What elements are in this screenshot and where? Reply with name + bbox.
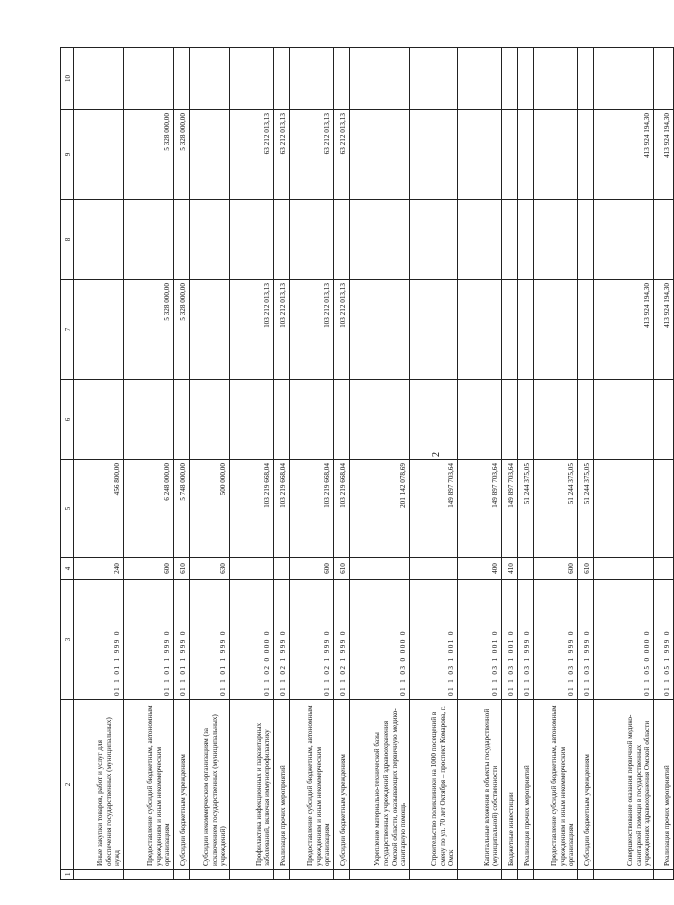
cell-col1: [190, 870, 230, 880]
cell-name: Реализация прочих мероприятий: [274, 700, 290, 870]
table-row: [654, 48, 674, 880]
cell-name: Предоставление субсидий бюджетным, автономным учреждениям и иным некоммерческим организациям: [534, 700, 578, 870]
cell-col1: [334, 870, 350, 880]
cell-col10: [534, 48, 578, 110]
cell-vr: [518, 558, 534, 580]
cell-code: 01 1 01 1 999 0: [174, 580, 190, 700]
cell-code: 01 1 02 1 999 0: [274, 580, 290, 700]
cell-col5: 6 248 000,00: [124, 460, 174, 558]
cell-col5: 456 800,00: [74, 460, 124, 558]
cell-col6: [174, 380, 190, 460]
cell-col1: [502, 870, 518, 880]
cell-col7: [518, 280, 534, 380]
cell-col10: [654, 48, 674, 110]
header-cell-9: 9: [61, 110, 74, 200]
page-number: 2: [431, 452, 442, 457]
cell-col7: 5 328 000,00: [174, 280, 190, 380]
cell-col5: 5 748 000,00: [174, 460, 190, 558]
cell-col5: 51 244 375,05: [578, 460, 594, 558]
cell-col10: [334, 48, 350, 110]
cell-col1: [458, 870, 502, 880]
cell-col9: 63 212 013,13: [274, 110, 290, 200]
cell-col9: [74, 110, 124, 200]
cell-col6: [534, 380, 578, 460]
cell-col5: 103 219 668,04: [274, 460, 290, 558]
header-cell-8: 8: [61, 200, 74, 280]
cell-col10: [502, 48, 518, 110]
cell-vr: 400: [458, 558, 502, 580]
cell-col9: [518, 110, 534, 200]
cell-col8: [502, 200, 518, 280]
cell-name: Капитальные вложения в объекты государственной (муниципальной) собственности: [458, 700, 502, 870]
cell-col8: [290, 200, 334, 280]
cell-col9: 413 924 194,30: [594, 110, 654, 200]
cell-name: Предоставление субсидий бюджетным, автономным учреждениям и иным некоммерческим организациям: [290, 700, 334, 870]
cell-col10: [518, 48, 534, 110]
header-cell-10: 10: [61, 48, 74, 110]
cell-col9: 63 212 013,13: [290, 110, 334, 200]
cell-code: 01 1 03 1 001 0: [458, 580, 502, 700]
cell-col6: [190, 380, 230, 460]
cell-col7: [502, 280, 518, 380]
cell-col6: [410, 380, 458, 460]
table-row: [578, 48, 594, 880]
cell-col6: [594, 380, 654, 460]
cell-col8: [334, 200, 350, 280]
cell-col7: [578, 280, 594, 380]
cell-col1: [518, 870, 534, 880]
table-row: [124, 48, 174, 880]
table-row: [190, 48, 230, 880]
cell-name: Предоставление субсидий бюджетным, автономным учреждениям и иным некоммерческим организациям: [124, 700, 174, 870]
cell-col5: 103 219 668,04: [334, 460, 350, 558]
cell-col1: [534, 870, 578, 880]
cell-col7: 103 212 013,13: [274, 280, 290, 380]
cell-col6: [290, 380, 334, 460]
table-row: [518, 48, 534, 880]
cell-vr: 600: [534, 558, 578, 580]
cell-col9: 5 328 000,00: [124, 110, 174, 200]
table-row: [458, 48, 502, 880]
cell-col10: [290, 48, 334, 110]
table-row: [174, 48, 190, 880]
cell-vr: [230, 558, 274, 580]
cell-name: Субсидии бюджетным учреждениям: [334, 700, 350, 870]
cell-col9: [350, 110, 410, 200]
cell-col1: [594, 870, 654, 880]
cell-col7: 103 212 013,13: [290, 280, 334, 380]
cell-col10: [410, 48, 458, 110]
cell-col5: 149 897 703,64: [458, 460, 502, 558]
cell-code: 01 1 01 1 999 0: [190, 580, 230, 700]
cell-col1: [578, 870, 594, 880]
cell-col1: [74, 870, 124, 880]
cell-vr: [410, 558, 458, 580]
cell-code: 01 1 02 1 999 0: [290, 580, 334, 700]
cell-col6: [578, 380, 594, 460]
cell-col8: [654, 200, 674, 280]
cell-vr: 410: [502, 558, 518, 580]
cell-col5: 103 219 668,04: [230, 460, 274, 558]
cell-name: Иные закупки товаров, работ и услуг для обеспечения государственных (муниципальных) нужд: [74, 700, 124, 870]
table-row: [502, 48, 518, 880]
cell-code: 01 1 05 0 000 0: [594, 580, 654, 700]
cell-col10: [594, 48, 654, 110]
cell-col7: [350, 280, 410, 380]
cell-code: 01 1 01 1 999 0: [124, 580, 174, 700]
cell-col10: [174, 48, 190, 110]
cell-col6: [502, 380, 518, 460]
budget-table: [60, 47, 674, 880]
cell-col1: [654, 870, 674, 880]
cell-col8: [350, 200, 410, 280]
cell-col7: 103 212 013,13: [230, 280, 274, 380]
cell-vr: 630: [190, 558, 230, 580]
cell-col9: 63 212 013,13: [334, 110, 350, 200]
table-row: [334, 48, 350, 880]
cell-col5: 51 244 375,05: [534, 460, 578, 558]
cell-col5: 51 244 375,05: [518, 460, 534, 558]
header-cell-3: 3: [61, 580, 74, 700]
table-row: [350, 48, 410, 880]
cell-col10: [458, 48, 502, 110]
cell-name: Укрепление материально-технической базы государственных учреждений здравоохранения Омской области, оказывающих первичную медико-санитарную помощь: [350, 700, 410, 870]
cell-col9: 5 328 000,00: [174, 110, 190, 200]
table-row: [410, 48, 458, 880]
cell-code: 01 1 02 1 999 0: [334, 580, 350, 700]
cell-col6: [518, 380, 534, 460]
cell-col1: [274, 870, 290, 880]
cell-code: 01 1 05 1 999 0: [654, 580, 674, 700]
cell-col9: 63 212 013,13: [230, 110, 274, 200]
cell-col9: [502, 110, 518, 200]
cell-vr: 610: [334, 558, 350, 580]
cell-code: 01 1 03 1 999 0: [578, 580, 594, 700]
cell-col8: [74, 200, 124, 280]
cell-col7: [534, 280, 578, 380]
cell-vr: 610: [174, 558, 190, 580]
cell-col5: 149 897 703,64: [410, 460, 458, 558]
header-cell-6: 6: [61, 380, 74, 460]
cell-name: Субсидии бюджетным учреждениям: [578, 700, 594, 870]
table-row: [74, 48, 124, 880]
cell-vr: [654, 558, 674, 580]
cell-col6: [350, 380, 410, 460]
header-cell-2: 2: [61, 700, 74, 870]
cell-col5: 500 000,00: [190, 460, 230, 558]
cell-code: 01 1 03 0 000 0: [350, 580, 410, 700]
cell-name: Реализация прочих мероприятий: [518, 700, 534, 870]
cell-col9: [578, 110, 594, 200]
cell-col1: [124, 870, 174, 880]
table-row: [230, 48, 274, 880]
cell-col10: [74, 48, 124, 110]
cell-name: Совершенствование оказания первичной медико-санитарной помощи в государственных учреждениях здравоохранения Омской области: [594, 700, 654, 870]
cell-col8: [578, 200, 594, 280]
cell-col5: [594, 460, 654, 558]
cell-code: 01 1 02 0 000 0: [230, 580, 274, 700]
cell-col8: [458, 200, 502, 280]
cell-code: 01 1 03 1 999 0: [534, 580, 578, 700]
cell-col1: [174, 870, 190, 880]
cell-name: Реализация прочих мероприятий: [654, 700, 674, 870]
cell-vr: 600: [290, 558, 334, 580]
cell-col7: [458, 280, 502, 380]
header-cell-1: 1: [61, 870, 74, 880]
table-row: [594, 48, 654, 880]
cell-code: 01 1 01 1 999 0: [74, 580, 124, 700]
cell-col7: 5 328 000,00: [124, 280, 174, 380]
cell-col10: [124, 48, 174, 110]
cell-col8: [534, 200, 578, 280]
cell-col7: 413 924 194,30: [594, 280, 654, 380]
cell-col7: [74, 280, 124, 380]
cell-col1: [410, 870, 458, 880]
header-cell-7: 7: [61, 280, 74, 380]
cell-col8: [190, 200, 230, 280]
cell-col8: [124, 200, 174, 280]
cell-col1: [290, 870, 334, 880]
table-row: [290, 48, 334, 880]
cell-col7: 103 212 013,13: [334, 280, 350, 380]
cell-col9: [458, 110, 502, 200]
cell-col10: [230, 48, 274, 110]
cell-col8: [174, 200, 190, 280]
cell-col6: [458, 380, 502, 460]
cell-col8: [518, 200, 534, 280]
cell-col8: [274, 200, 290, 280]
header-row: [61, 48, 74, 880]
table-row: [274, 48, 290, 880]
cell-col6: [654, 380, 674, 460]
cell-name: Профилактика инфекционных и паразитарных заболеваний, включая иммунопрофилактику: [230, 700, 274, 870]
cell-col5: 149 897 703,64: [502, 460, 518, 558]
cell-col6: [230, 380, 274, 460]
cell-col5: [654, 460, 674, 558]
cell-col10: [274, 48, 290, 110]
cell-col9: [410, 110, 458, 200]
cell-code: 01 1 03 1 001 0: [410, 580, 458, 700]
cell-col6: [274, 380, 290, 460]
cell-col10: [190, 48, 230, 110]
cell-col1: [350, 870, 410, 880]
cell-col6: [74, 380, 124, 460]
cell-col8: [594, 200, 654, 280]
cell-col6: [334, 380, 350, 460]
rotated-table-container: [60, 48, 672, 880]
cell-name: Субсидии бюджетным учреждениям: [174, 700, 190, 870]
cell-vr: [594, 558, 654, 580]
cell-vr: 600: [124, 558, 174, 580]
cell-name: Субсидии некоммерческим организациям (за исключением государственных (муниципальных) учреждений): [190, 700, 230, 870]
header-cell-4: 4: [61, 558, 74, 580]
cell-col9: [190, 110, 230, 200]
cell-col10: [578, 48, 594, 110]
cell-col9: [534, 110, 578, 200]
cell-name: Бюджетные инвестиции: [502, 700, 518, 870]
cell-col6: [124, 380, 174, 460]
header-cell-5: 5: [61, 460, 74, 558]
cell-name: Строительство поликлиники на 1000 посещений в смену по ул. 70 лет Октября – проспект Комарова, г. Омск: [410, 700, 458, 870]
cell-col5: 201 142 078,69: [350, 460, 410, 558]
cell-col7: 413 924 194,30: [654, 280, 674, 380]
cell-vr: [350, 558, 410, 580]
cell-vr: [274, 558, 290, 580]
cell-col8: [410, 200, 458, 280]
cell-col10: [350, 48, 410, 110]
cell-col1: [230, 870, 274, 880]
cell-col7: [190, 280, 230, 380]
cell-col8: [230, 200, 274, 280]
cell-vr: 610: [578, 558, 594, 580]
cell-col5: 103 219 668,04: [290, 460, 334, 558]
cell-col9: 413 924 194,30: [654, 110, 674, 200]
table-row: [534, 48, 578, 880]
cell-col7: [410, 280, 458, 380]
cell-vr: 240: [74, 558, 124, 580]
cell-code: 01 1 03 1 999 0: [518, 580, 534, 700]
cell-code: 01 1 03 1 001 0: [502, 580, 518, 700]
